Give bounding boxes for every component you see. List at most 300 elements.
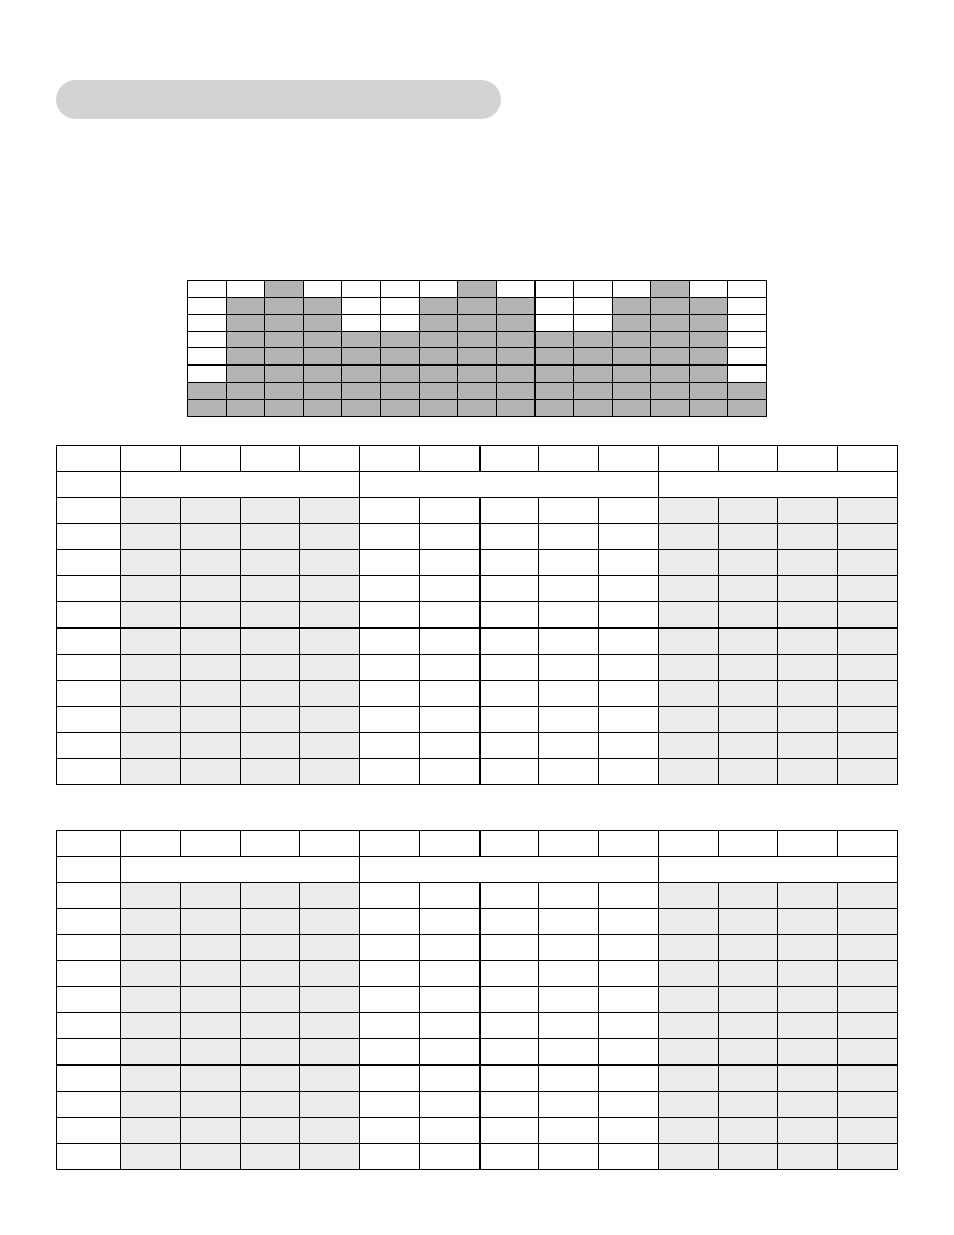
small-grid-cell	[612, 297, 651, 314]
table-cell	[778, 654, 838, 680]
table-cell	[181, 934, 241, 960]
header-cell	[420, 446, 480, 472]
small-grid-cell	[303, 383, 342, 400]
table-cell	[778, 1091, 838, 1117]
table-cell	[57, 575, 121, 601]
header-cell	[599, 831, 659, 857]
table-cell	[360, 986, 420, 1012]
table-cell	[300, 1091, 360, 1117]
table-cell	[838, 680, 898, 706]
table-cell	[599, 1091, 659, 1117]
table-cell	[838, 549, 898, 575]
table-row	[57, 575, 898, 601]
table-cell	[838, 1038, 898, 1065]
table-cell	[778, 706, 838, 732]
small-grid-cell	[380, 348, 419, 365]
table-cell	[599, 1143, 659, 1169]
table-cell	[241, 1065, 300, 1092]
table-cell	[599, 706, 659, 732]
table-cell	[300, 628, 360, 655]
small-grid-row	[188, 297, 767, 314]
small-grid-cell	[265, 297, 304, 314]
table-row	[57, 758, 898, 784]
table-cell	[57, 1065, 121, 1092]
table-cell	[719, 706, 778, 732]
table-cell	[778, 523, 838, 549]
small-grid-row	[188, 365, 767, 382]
table-cell	[241, 908, 300, 934]
small-grid-row	[188, 348, 767, 365]
table-cell	[420, 1143, 480, 1169]
table-cell	[360, 1065, 420, 1092]
small-grid-cell	[265, 314, 304, 331]
table-cell	[719, 680, 778, 706]
table-cell	[599, 680, 659, 706]
small-fill-grid	[187, 280, 767, 417]
table-cell	[719, 1091, 778, 1117]
table-cell	[360, 1012, 420, 1038]
table-cell	[539, 497, 599, 523]
table-cell	[121, 882, 181, 908]
header-cell	[57, 831, 121, 857]
header-cell	[241, 831, 300, 857]
header-cell	[659, 831, 719, 857]
table-cell	[420, 706, 480, 732]
table-cell	[300, 680, 360, 706]
small-grid-row	[188, 314, 767, 331]
table-cell	[778, 497, 838, 523]
table-cell	[838, 908, 898, 934]
group-row	[57, 471, 898, 497]
small-grid-row	[188, 281, 767, 298]
header-row	[57, 446, 898, 472]
table-cell	[300, 601, 360, 628]
table-row	[57, 680, 898, 706]
table-cell	[57, 882, 121, 908]
table-cell	[599, 654, 659, 680]
section-title	[56, 80, 501, 100]
small-grid-cell	[496, 331, 535, 348]
table-cell	[659, 960, 719, 986]
table-row	[57, 1143, 898, 1169]
small-grid-cell	[728, 400, 767, 417]
table-cell	[659, 1038, 719, 1065]
table-cell	[719, 1065, 778, 1092]
table-cell	[121, 706, 181, 732]
table-cell	[480, 986, 539, 1012]
table-cell	[539, 758, 599, 784]
table-cell	[539, 1143, 599, 1169]
header-cell	[719, 831, 778, 857]
table-cell	[599, 908, 659, 934]
table-cell	[838, 882, 898, 908]
table-cell	[659, 908, 719, 934]
small-grid-cell	[612, 383, 651, 400]
small-grid-cell	[303, 400, 342, 417]
table-cell	[480, 758, 539, 784]
table-cell	[121, 934, 181, 960]
table-cell	[719, 575, 778, 601]
table-row	[57, 882, 898, 908]
table-cell	[539, 1117, 599, 1143]
table-cell	[181, 758, 241, 784]
small-grid-cell	[689, 400, 728, 417]
table-row	[57, 1091, 898, 1117]
header-cell	[360, 831, 420, 857]
table-cell	[360, 1038, 420, 1065]
table-cell	[241, 575, 300, 601]
table-cell	[599, 523, 659, 549]
table-cell	[360, 1117, 420, 1143]
small-grid-cell	[496, 314, 535, 331]
table-cell	[838, 986, 898, 1012]
small-grid-cell	[651, 331, 690, 348]
table-cell	[480, 1038, 539, 1065]
table-cell	[599, 601, 659, 628]
table-cell	[300, 497, 360, 523]
small-grid-cell	[612, 400, 651, 417]
small-grid-cell	[458, 281, 497, 298]
table-cell	[121, 1065, 181, 1092]
small-grid-cell	[226, 314, 265, 331]
table-cell	[719, 986, 778, 1012]
header-cell	[659, 446, 719, 472]
small-grid-cell	[573, 297, 612, 314]
table-cell	[539, 601, 599, 628]
table-cell	[241, 628, 300, 655]
table-cell	[181, 680, 241, 706]
table-cell	[360, 1091, 420, 1117]
table-cell	[539, 1065, 599, 1092]
small-grid-cell	[496, 348, 535, 365]
table-cell	[241, 732, 300, 758]
table-row	[57, 549, 898, 575]
table-cell	[241, 680, 300, 706]
table-cell	[57, 1038, 121, 1065]
table-cell	[121, 601, 181, 628]
table-cell	[838, 1091, 898, 1117]
header-cell	[539, 831, 599, 857]
small-grid-cell	[728, 331, 767, 348]
table-cell	[57, 628, 121, 655]
header-cell	[778, 831, 838, 857]
small-grid-cell	[651, 348, 690, 365]
small-grid-cell	[573, 348, 612, 365]
header-cell	[300, 831, 360, 857]
table-cell	[539, 706, 599, 732]
table-cell	[300, 882, 360, 908]
small-grid-cell	[342, 400, 381, 417]
table-cell	[181, 706, 241, 732]
small-grid-cell	[265, 331, 304, 348]
table-cell	[778, 680, 838, 706]
small-grid-cell	[303, 297, 342, 314]
table-cell	[121, 497, 181, 523]
table-cell	[181, 1091, 241, 1117]
table-cell	[838, 732, 898, 758]
small-grid-cell	[188, 383, 227, 400]
table-row	[57, 732, 898, 758]
header-cell	[539, 446, 599, 472]
table-cell	[659, 732, 719, 758]
small-grid-cell	[728, 281, 767, 298]
small-grid-cell	[689, 331, 728, 348]
small-grid-cell	[380, 281, 419, 298]
table-cell	[300, 908, 360, 934]
small-grid-cell	[612, 331, 651, 348]
table-cell	[838, 1012, 898, 1038]
table-row	[57, 1065, 898, 1092]
small-grid-cell	[419, 281, 458, 298]
table-cell	[778, 1065, 838, 1092]
table-cell	[838, 601, 898, 628]
table-cell	[480, 523, 539, 549]
table-cell	[480, 1012, 539, 1038]
table-cell	[719, 1143, 778, 1169]
table-cell	[241, 549, 300, 575]
table-cell	[838, 575, 898, 601]
small-grid-cell	[458, 400, 497, 417]
table-cell	[360, 882, 420, 908]
small-grid-cell	[458, 331, 497, 348]
small-grid-cell	[573, 400, 612, 417]
small-grid-cell	[265, 365, 304, 382]
table-cell	[420, 732, 480, 758]
table-cell	[420, 758, 480, 784]
table-cell	[360, 601, 420, 628]
table-cell	[659, 680, 719, 706]
small-grid-cell	[651, 297, 690, 314]
table-cell	[539, 654, 599, 680]
table-cell	[360, 1143, 420, 1169]
table-cell	[181, 549, 241, 575]
small-grid-cell	[612, 314, 651, 331]
table-cell	[57, 497, 121, 523]
table-row	[57, 986, 898, 1012]
small-grid-cell	[535, 365, 574, 382]
table-cell	[181, 497, 241, 523]
small-grid-cell	[535, 400, 574, 417]
small-grid-row	[188, 383, 767, 400]
small-grid-cell	[728, 348, 767, 365]
table-cell	[599, 1065, 659, 1092]
small-grid-cell	[573, 365, 612, 382]
group-cell	[659, 856, 898, 882]
table-cell	[241, 706, 300, 732]
small-grid-cell	[573, 331, 612, 348]
table-cell	[539, 960, 599, 986]
table-cell	[778, 758, 838, 784]
table-cell	[659, 575, 719, 601]
table-cell	[778, 575, 838, 601]
table-cell	[480, 934, 539, 960]
table-row	[57, 1117, 898, 1143]
header-cell	[241, 446, 300, 472]
small-grid-cell	[226, 383, 265, 400]
table-cell	[539, 1038, 599, 1065]
table-cell	[420, 1038, 480, 1065]
small-grid-cell	[535, 383, 574, 400]
table-cell	[57, 523, 121, 549]
table-cell	[778, 628, 838, 655]
group-row	[57, 856, 898, 882]
table-cell	[599, 882, 659, 908]
table-cell	[57, 654, 121, 680]
table-cell	[241, 960, 300, 986]
small-grid-cell	[303, 365, 342, 382]
table-cell	[300, 732, 360, 758]
table-cell	[480, 732, 539, 758]
small-grid-cell	[651, 383, 690, 400]
table-cell	[420, 1065, 480, 1092]
small-grid-cell	[342, 348, 381, 365]
table-cell	[300, 1065, 360, 1092]
table-cell	[599, 758, 659, 784]
table-cell	[838, 706, 898, 732]
table-cell	[360, 575, 420, 601]
table-cell	[539, 908, 599, 934]
table-row	[57, 960, 898, 986]
table-cell	[300, 523, 360, 549]
table-cell	[360, 654, 420, 680]
small-grid-cell	[342, 331, 381, 348]
small-grid-cell	[342, 365, 381, 382]
table-cell	[539, 882, 599, 908]
small-grid-cell	[419, 383, 458, 400]
table-cell	[360, 497, 420, 523]
table-cell	[778, 1117, 838, 1143]
small-grid-cell	[573, 383, 612, 400]
header-cell	[719, 446, 778, 472]
table-cell	[57, 1117, 121, 1143]
table-cell	[778, 732, 838, 758]
table-cell	[300, 1038, 360, 1065]
small-grid-cell	[458, 348, 497, 365]
small-grid-cell	[458, 297, 497, 314]
table-row	[57, 497, 898, 523]
table-cell	[121, 758, 181, 784]
small-grid-cell	[226, 400, 265, 417]
small-grid-cell	[728, 383, 767, 400]
small-grid-row	[188, 331, 767, 348]
small-grid-cell	[612, 365, 651, 382]
small-grid-cell	[689, 314, 728, 331]
group-cell	[121, 856, 360, 882]
table-cell	[778, 1143, 838, 1169]
table-cell	[57, 1143, 121, 1169]
table-cell	[121, 1117, 181, 1143]
table-cell	[420, 908, 480, 934]
table-cell	[838, 934, 898, 960]
table-cell	[719, 960, 778, 986]
table-cell	[181, 1065, 241, 1092]
small-grid-cell	[342, 281, 381, 298]
table-cell	[480, 575, 539, 601]
group-cell	[360, 471, 659, 497]
small-grid-cell	[728, 314, 767, 331]
table-cell	[480, 1091, 539, 1117]
table-cell	[181, 575, 241, 601]
table-cell	[241, 601, 300, 628]
table-cell	[57, 1091, 121, 1117]
table-cell	[181, 986, 241, 1012]
table-cell	[57, 934, 121, 960]
table-row	[57, 908, 898, 934]
section-title-pill	[56, 80, 501, 119]
table-cell	[121, 1038, 181, 1065]
small-grid-cell	[419, 314, 458, 331]
table-cell	[719, 1038, 778, 1065]
table-cell	[719, 758, 778, 784]
table-cell	[659, 986, 719, 1012]
small-grid-cell	[728, 297, 767, 314]
table-cell	[121, 654, 181, 680]
table-cell	[778, 549, 838, 575]
small-grid-cell	[188, 400, 227, 417]
small-grid-cell	[419, 297, 458, 314]
table-cell	[480, 960, 539, 986]
table-cell	[57, 732, 121, 758]
table-cell	[480, 497, 539, 523]
small-grid-cell	[728, 365, 767, 382]
table-cell	[480, 908, 539, 934]
small-grid-cell	[496, 281, 535, 298]
small-grid-cell	[226, 365, 265, 382]
table-row	[57, 601, 898, 628]
small-grid-cell	[458, 383, 497, 400]
table-cell	[420, 960, 480, 986]
table-cell	[659, 706, 719, 732]
table-cell	[778, 1038, 838, 1065]
table-cell	[480, 601, 539, 628]
group-cell	[57, 471, 121, 497]
table-cell	[121, 523, 181, 549]
table-cell	[121, 960, 181, 986]
table-cell	[360, 549, 420, 575]
small-grid-cell	[226, 331, 265, 348]
table-cell	[181, 523, 241, 549]
table-cell	[539, 732, 599, 758]
small-grid-cell	[458, 365, 497, 382]
table-cell	[420, 523, 480, 549]
table-cell	[838, 523, 898, 549]
table-cell	[57, 680, 121, 706]
small-grid-cell	[651, 365, 690, 382]
table-cell	[241, 758, 300, 784]
small-grid-cell	[303, 314, 342, 331]
table-cell	[121, 549, 181, 575]
small-grid-cell	[573, 281, 612, 298]
small-grid-cell	[265, 281, 304, 298]
table-cell	[420, 549, 480, 575]
table-cell	[838, 654, 898, 680]
small-grid-cell	[419, 331, 458, 348]
table-cell	[719, 1012, 778, 1038]
table-cell	[539, 986, 599, 1012]
table-cell	[659, 523, 719, 549]
table-cell	[659, 758, 719, 784]
small-grid-cell	[303, 348, 342, 365]
table-cell	[360, 628, 420, 655]
table-cell	[360, 934, 420, 960]
table-cell	[838, 1065, 898, 1092]
table-cell	[360, 680, 420, 706]
header-cell	[57, 446, 121, 472]
table-cell	[480, 1117, 539, 1143]
table-cell	[719, 497, 778, 523]
small-grid-cell	[380, 383, 419, 400]
table-cell	[181, 628, 241, 655]
